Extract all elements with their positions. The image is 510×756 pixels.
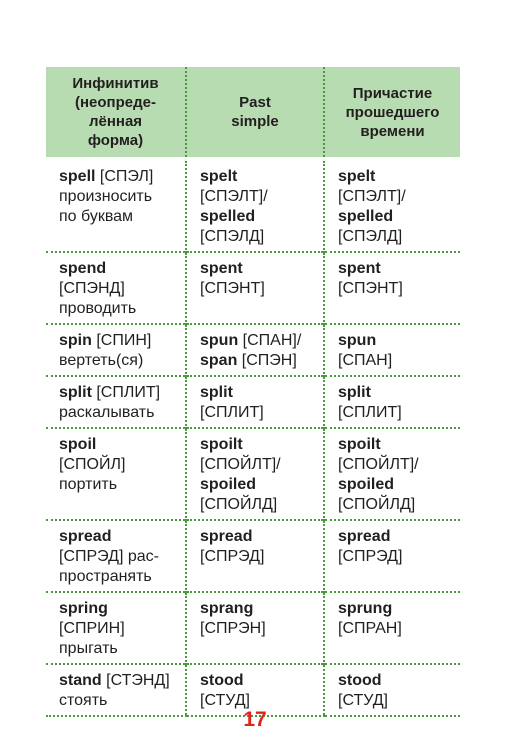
cell-line (338, 495, 454, 515)
cell-text: [СПЭНТ] (200, 280, 265, 297)
verb-form: spread (59, 528, 112, 545)
past-participle-cell (324, 592, 460, 664)
cell-line (200, 351, 317, 371)
cell-line (59, 671, 179, 691)
cell-line (59, 351, 179, 371)
cell-text: [СПЛИТ] (338, 404, 402, 421)
infinitive-cell (46, 376, 186, 428)
past-simple-cell (186, 376, 324, 428)
infinitive-cell (46, 159, 186, 252)
cell-text: [СПЭЛТ]/ (200, 188, 268, 205)
past-simple-cell (186, 324, 324, 376)
past-participle-cell (324, 159, 460, 252)
cell-line (59, 383, 179, 403)
cell-line (200, 331, 317, 351)
verb-form: spoiled (200, 476, 257, 493)
cell-line (200, 619, 317, 639)
header-line: форма) (87, 132, 144, 149)
header-line: времени (360, 122, 425, 140)
cell-line (200, 227, 317, 247)
cell-line (338, 599, 454, 619)
verb-form: split (338, 384, 371, 401)
cell-line (200, 403, 317, 423)
cell-text: [СПОЙЛТ]/ (200, 456, 281, 473)
table-body (46, 159, 460, 716)
verb-form: spelt (200, 168, 238, 185)
verb-form: stand (59, 672, 102, 689)
cell-text: [СПОЙЛ] (59, 456, 126, 473)
table-row (46, 376, 460, 428)
verb-form: spent (338, 260, 381, 277)
past-simple-cell (186, 592, 324, 664)
header-line: (неопреде- (75, 94, 156, 111)
cell-line (59, 639, 179, 659)
header-past-participle (324, 67, 460, 159)
past-participle-cell (324, 252, 460, 324)
cell-line (59, 259, 179, 279)
cell-line (59, 455, 179, 475)
table-row (46, 324, 460, 376)
verb-form: spread (200, 528, 253, 545)
cell-line (59, 547, 179, 567)
cell-text: [СПЭЛД] (338, 228, 403, 245)
cell-text: стоять (59, 692, 108, 709)
cell-text: по буквам (59, 208, 134, 225)
cell-line (338, 435, 454, 455)
verb-form: stood (200, 672, 244, 689)
cell-line (200, 455, 317, 475)
cell-line (59, 331, 179, 351)
verb-form: spun (200, 332, 239, 349)
cell-line (338, 671, 454, 691)
cell-text: вертеть(ся) (59, 352, 144, 369)
cell-line (200, 435, 317, 455)
cell-line (338, 527, 454, 547)
cell-text: [СПОЙЛД] (338, 496, 416, 513)
cell-line (338, 455, 454, 475)
past-participle-cell (324, 520, 460, 592)
header-line: Past (239, 94, 271, 111)
cell-line (200, 527, 317, 547)
header-line: Причастие (352, 84, 433, 102)
cell-line (59, 435, 179, 455)
infinitive-cell (46, 592, 186, 664)
cell-line (200, 547, 317, 567)
table-row (46, 159, 460, 252)
cell-line (59, 299, 179, 319)
cell-text: портить (59, 476, 118, 493)
cell-text: [СПРИН] (59, 620, 125, 637)
verb-form: split (59, 384, 92, 401)
cell-line (59, 403, 179, 423)
transcription: [СПИН] (91, 332, 152, 349)
header-line: Инфинитив (72, 75, 159, 92)
cell-line (338, 383, 454, 403)
header-line: simple (231, 113, 279, 130)
cell-text: [СПЛИТ] (200, 404, 264, 421)
past-participle-cell (324, 376, 460, 428)
cell-line (200, 167, 317, 187)
cell-text: прыгать (59, 640, 118, 657)
cell-text: [СПРЭД] (338, 548, 403, 565)
transcription: [СПЭЛ] (95, 168, 154, 185)
page-number: 17 (243, 708, 267, 731)
infinitive-cell (46, 252, 186, 324)
header-infinitive (46, 67, 186, 159)
cell-text: [СПОЙЛД] (200, 496, 278, 513)
infinitive-cell (46, 520, 186, 592)
cell-line (200, 383, 317, 403)
cell-line (338, 403, 454, 423)
cell-line (200, 671, 317, 691)
cell-line (338, 331, 454, 351)
verb-form: spelled (338, 208, 394, 225)
verb-form: spoilt (200, 436, 243, 453)
header-line: прошедшего (345, 103, 440, 121)
cell-line (200, 259, 317, 279)
cell-line (59, 207, 179, 227)
cell-line (338, 279, 454, 299)
transcription: [СПЛИТ] (91, 384, 161, 401)
verb-form: stood (338, 672, 382, 689)
verb-form: sprang (200, 600, 254, 617)
cell-line (338, 259, 454, 279)
table-row (46, 592, 460, 664)
verb-form: spring (59, 600, 108, 617)
verb-form: spoil (59, 436, 97, 453)
cell-line (338, 547, 454, 567)
cell-text: [СПОЙЛТ]/ (338, 456, 419, 473)
cell-text: [СПРЭД] рас- (59, 548, 159, 565)
cell-line (59, 599, 179, 619)
verb-form: split (200, 384, 233, 401)
verb-form: spelt (338, 168, 376, 185)
cell-line (200, 279, 317, 299)
header-past-simple (186, 67, 324, 159)
table-row (46, 520, 460, 592)
cell-line (200, 495, 317, 515)
cell-text: [СПРАН] (338, 620, 402, 637)
verb-form: spun (338, 332, 377, 349)
cell-text: [СПЭЛД] (200, 228, 265, 245)
cell-line (59, 279, 179, 299)
cell-text: [СПРЭД] (200, 548, 265, 565)
cell-text: [СПЭНТ] (338, 280, 403, 297)
cell-line (338, 619, 454, 639)
cell-line (338, 167, 454, 187)
cell-text: [СПЭЛТ]/ (338, 188, 406, 205)
transcription: [СПЭН] (237, 352, 297, 369)
cell-line (338, 187, 454, 207)
cell-line (200, 599, 317, 619)
irregular-verbs-table (46, 67, 460, 717)
cell-line (338, 207, 454, 227)
header-line: лённая (88, 113, 143, 130)
past-participle-cell (324, 324, 460, 376)
cell-line (59, 527, 179, 547)
cell-text: произносить (59, 188, 153, 205)
past-simple-cell (186, 159, 324, 252)
verb-form: spell (59, 168, 96, 185)
table-row (46, 252, 460, 324)
cell-text: [СПРЭН] (200, 620, 266, 637)
cell-text: [СТУД] (338, 692, 388, 709)
past-simple-cell (186, 428, 324, 520)
past-simple-cell (186, 520, 324, 592)
cell-text: [СПАН] (338, 352, 393, 369)
verb-form: spent (200, 260, 243, 277)
transcription: [СПАН]/ (238, 332, 302, 349)
cell-text: [СПЭНД] (59, 280, 125, 297)
cell-line (59, 475, 179, 495)
cell-line (338, 351, 454, 371)
verb-form: spelled (200, 208, 256, 225)
verb-form: spread (338, 528, 391, 545)
cell-line (200, 187, 317, 207)
cell-line (338, 227, 454, 247)
verb-form: spoiled (338, 476, 395, 493)
verb-form: span (200, 352, 238, 369)
infinitive-cell (46, 428, 186, 520)
cell-text: пространять (59, 568, 152, 585)
verb-form: spin (59, 332, 92, 349)
cell-line (59, 187, 179, 207)
table-row (46, 428, 460, 520)
past-simple-cell (186, 252, 324, 324)
cell-line (59, 167, 179, 187)
transcription: [СТЭНД] (101, 672, 170, 689)
cell-text: [СТУД] (200, 692, 250, 709)
cell-text: проводить (59, 300, 137, 317)
cell-line (59, 619, 179, 639)
infinitive-cell (46, 324, 186, 376)
cell-line (59, 567, 179, 587)
cell-line (338, 475, 454, 495)
header-row (46, 67, 460, 159)
verb-form: sprung (338, 600, 393, 617)
cell-text: раскалывать (59, 404, 155, 421)
verb-form: spoilt (338, 436, 381, 453)
cell-line (200, 207, 317, 227)
verb-form: spend (59, 260, 107, 277)
past-participle-cell (324, 428, 460, 520)
cell-line (200, 475, 317, 495)
